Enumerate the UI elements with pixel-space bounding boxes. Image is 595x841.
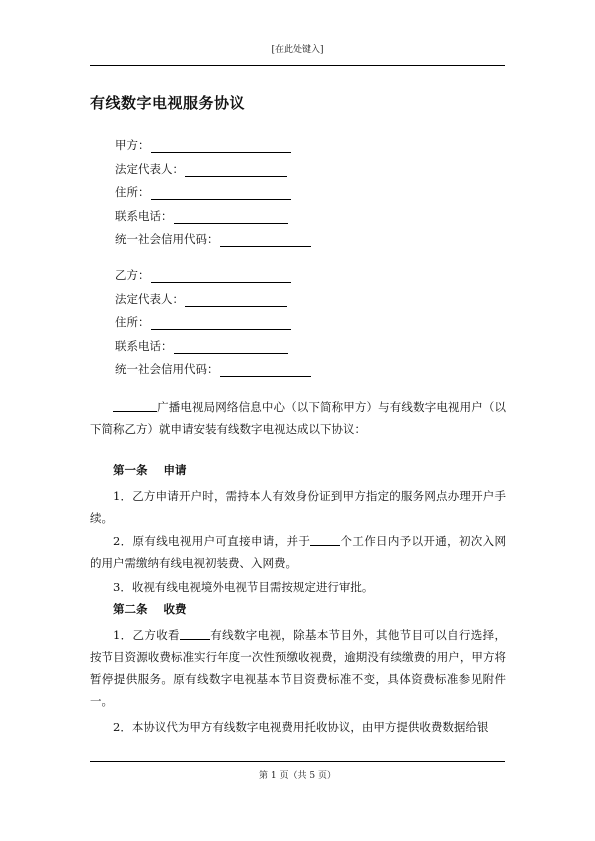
party-a-rep-label: 法定代表人： — [115, 162, 184, 176]
party-b-address-field[interactable] — [151, 317, 291, 330]
party-a-rep-line — [115, 161, 287, 177]
party-a-address-field[interactable] — [151, 187, 291, 200]
party-a-phone-line — [115, 208, 288, 224]
workdays-blank-field[interactable] — [310, 533, 340, 546]
party-b-phone-line — [115, 338, 288, 354]
party-a-credit-field[interactable] — [220, 234, 311, 247]
article-2-title: 收费 — [163, 602, 187, 616]
page-header: [在此处键入] — [271, 45, 324, 55]
party-a-name-label: 甲方： — [115, 138, 150, 152]
party-b-phone-label: 联系电话： — [115, 339, 173, 353]
party-b-name-label: 乙方： — [115, 268, 150, 282]
article-2-clause-2: 2．本协议代为甲方有线数字电视费用托收协议，由甲方提供收费数据给银 — [113, 720, 489, 734]
intro-blank-field[interactable] — [113, 399, 157, 412]
article-2-heading — [113, 601, 187, 617]
party-b-name-line — [115, 267, 291, 283]
article-1-clause-2 — [90, 530, 506, 574]
party-a-name-field[interactable] — [151, 140, 291, 153]
party-b-credit-line — [115, 361, 311, 377]
party-a-credit-line — [115, 231, 311, 247]
party-b-rep-field[interactable] — [185, 294, 287, 307]
party-b-credit-label: 统一社会信用代码： — [115, 362, 219, 376]
article-1-heading — [113, 462, 187, 478]
intro-paragraph — [90, 396, 506, 440]
article-1-clause-2-part-a: 2．原有线电视用户可直接申请，并于 — [113, 534, 311, 548]
party-b-address-line — [115, 314, 291, 330]
party-b-phone-field[interactable] — [174, 341, 288, 354]
page-number: 第 1 页（共 5 页） — [259, 771, 336, 781]
party-a-address-line — [115, 184, 291, 200]
party-b-rep-line — [115, 291, 287, 307]
article-1-title: 申请 — [163, 463, 187, 477]
document-title: 有线数字电视服务协议 — [90, 94, 246, 112]
party-a-rep-field[interactable] — [185, 164, 287, 177]
intro-text: 广播电视局网络信息中心（以下简称甲方）与有线数字电视用户（以下简称乙方）就申请安装有线数字电视达成以下协议： — [90, 400, 506, 436]
party-b-name-field[interactable] — [151, 270, 291, 283]
party-a-phone-label: 联系电话： — [115, 209, 173, 223]
service-blank-field[interactable] — [180, 627, 210, 640]
article-1-number: 第一条 — [113, 463, 148, 477]
header-divider — [90, 65, 505, 66]
party-a-address-label: 住所： — [115, 185, 150, 199]
footer-divider — [90, 761, 505, 762]
party-b-credit-field[interactable] — [220, 364, 311, 377]
article-2-number: 第二条 — [113, 602, 148, 616]
party-b-address-label: 住所： — [115, 315, 150, 329]
article-2-clause-1-part-a: 1．乙方收看 — [113, 628, 180, 642]
article-1-clause-1: 1．乙方申请开户时，需持本人有效身份证到甲方指定的服务网点办理开户手续。 — [90, 489, 506, 525]
party-b-rep-label: 法定代表人： — [115, 292, 184, 306]
party-a-name-line — [115, 137, 291, 153]
article-2-clause-1-part-b: 有线数字电视，除基本节目外，其他节目可以自行选择，按节目资源收费标准实行年度一次性预缴收视费，逾期没有续缴费的用户，甲方将暂停提供服务。原有线数字电视基本节目资费标准不变，具体资费标准参见附件一。 — [90, 628, 506, 708]
article-1-clause-2-part-b: 个工作日内予以开通，初次入网的用户需缴纳有线电视初装费、入网费。 — [90, 534, 506, 570]
party-a-phone-field[interactable] — [174, 211, 288, 224]
article-2-clause-1 — [90, 624, 506, 712]
party-a-credit-label: 统一社会信用代码： — [115, 232, 219, 246]
article-1-clause-3: 3．收视有线电视境外电视节目需按规定进行审批。 — [113, 580, 374, 594]
